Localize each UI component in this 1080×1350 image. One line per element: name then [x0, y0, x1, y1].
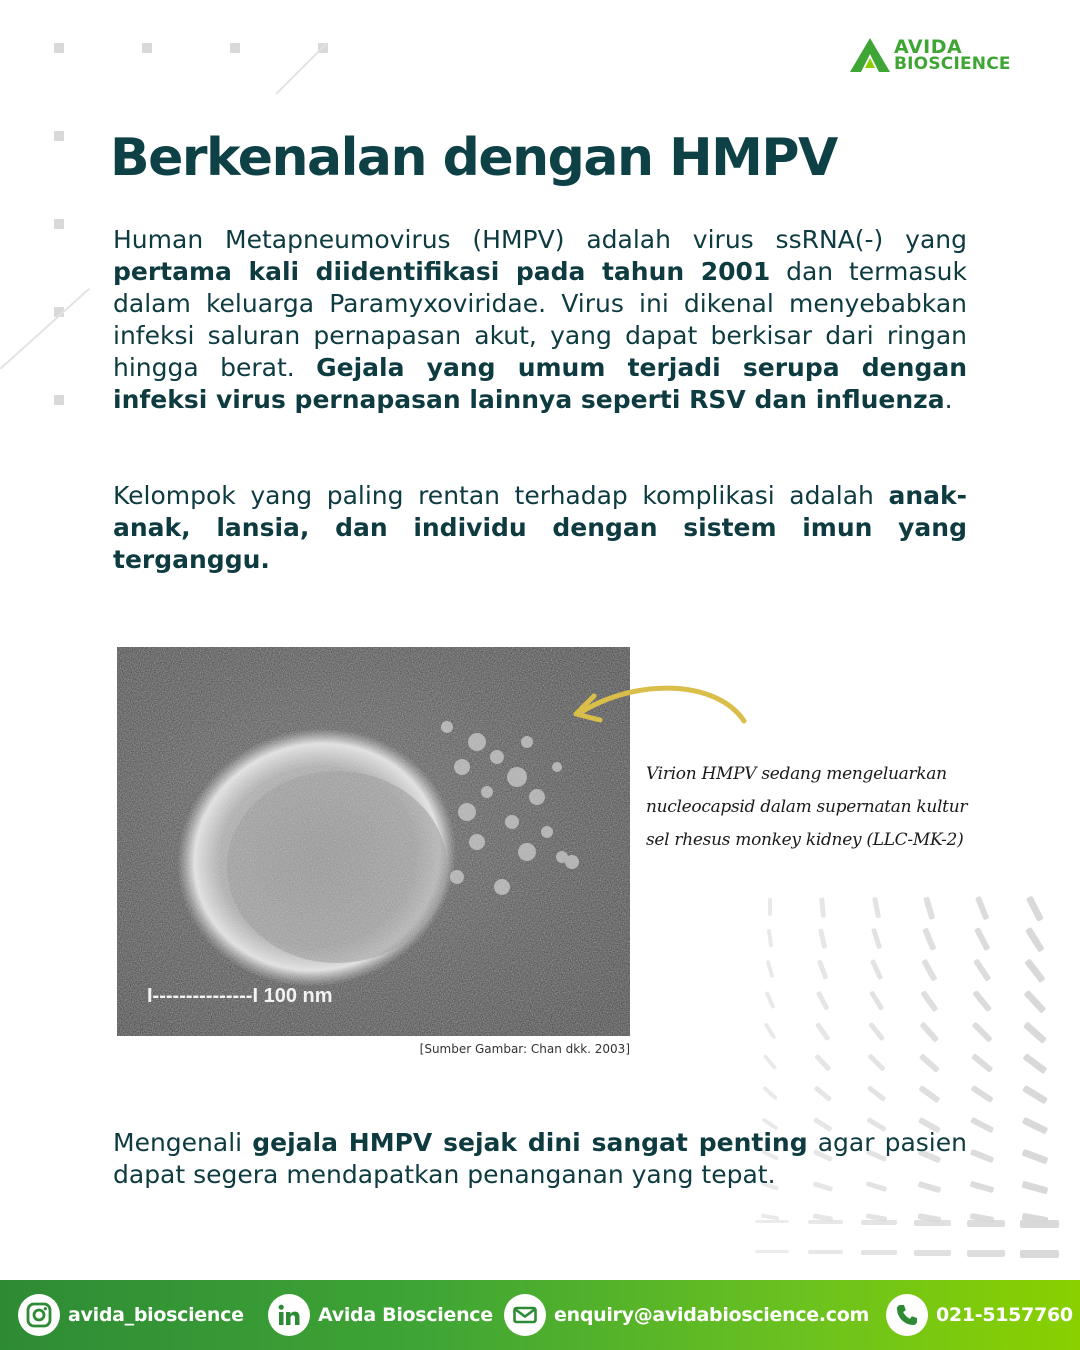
decor-square: [54, 219, 64, 229]
decor-dash: [869, 959, 882, 980]
decor-square: [142, 43, 152, 53]
decor-dash: [867, 1053, 886, 1071]
decor-dash: [970, 1085, 994, 1104]
phone-number: 021-5157760: [936, 1304, 1073, 1326]
decor-dash: [970, 1149, 995, 1164]
decor-dash: [816, 991, 829, 1010]
email-link[interactable]: [504, 1294, 869, 1336]
decor-dash: [866, 1085, 886, 1102]
decor-dash: [815, 1054, 832, 1071]
logo-mark-icon: [848, 36, 892, 74]
image-caption: [646, 758, 976, 857]
decor-dash: [1026, 896, 1044, 922]
decor-dash: [919, 1053, 940, 1072]
caption-line: Virion HMPV sedang mengeluarkan: [646, 764, 947, 784]
decor-dash: [919, 1022, 938, 1043]
decor-dash: [871, 897, 880, 919]
decor-dash: [1024, 990, 1046, 1013]
decor-dash: [1025, 927, 1045, 952]
decor-dash: [967, 1250, 1005, 1257]
decor-dash: [767, 929, 773, 947]
decor-dash: [764, 1022, 777, 1039]
decor-dash: [971, 1053, 994, 1073]
decor-dash: [967, 1220, 1005, 1227]
decor-dash: [970, 1117, 994, 1134]
decor-dash: [914, 1220, 951, 1226]
decor-dash: [970, 1181, 995, 1194]
instagram-handle: avida_bioscience: [68, 1304, 244, 1326]
bold-segment: anak-anak, lansia, dan individu dengan sistem imun yang terganggu.: [113, 481, 967, 574]
decor-square: [54, 395, 64, 405]
decor-dash: [974, 927, 991, 951]
decor-dash: [817, 959, 828, 979]
decor-dash: [918, 1085, 940, 1103]
text-segment: Mengenali: [113, 1128, 253, 1157]
decor-dash: [861, 1250, 897, 1255]
decor-dash: [765, 991, 776, 1009]
decor-square: [230, 43, 240, 53]
brand-name-line2: BIOSCIENCE: [894, 54, 1011, 74]
decor-dash: [1022, 1181, 1048, 1194]
decor-dash: [972, 990, 992, 1013]
mail-icon: [504, 1294, 546, 1336]
instagram-link[interactable]: [18, 1294, 244, 1336]
decor-dash: [766, 960, 775, 978]
page-title: Berkenalan dengan HMPV: [110, 128, 837, 188]
decor-line: [0, 288, 90, 369]
decor-dash: [755, 1250, 789, 1253]
brand-name-line1: AVIDA: [894, 36, 963, 58]
decor-dash: [819, 928, 828, 948]
decor-dash: [1023, 1021, 1047, 1043]
decor-dash: [762, 1085, 778, 1100]
decor-dash: [820, 897, 826, 917]
decor-dash: [1022, 1149, 1048, 1165]
decor-dash: [975, 896, 990, 921]
caption-line: nucleocapsid dalam supernatan kultur: [646, 797, 968, 817]
decor-dash: [973, 958, 992, 982]
decor-line: [275, 44, 326, 95]
micrograph-image: [117, 647, 630, 1036]
closing-paragraph: [113, 1127, 967, 1191]
text-segment: agar pasien dapat segera mendapatkan penanganan yang tepat.: [113, 1128, 967, 1189]
decor-dash: [971, 1021, 992, 1042]
decor-dash: [1020, 1250, 1059, 1258]
decor-dash: [1023, 1053, 1048, 1074]
risk-group-paragraph: [113, 480, 967, 576]
brand-logo: [848, 36, 1038, 76]
intro-paragraph: [113, 224, 967, 416]
curved-arrow-icon: [568, 676, 748, 732]
phone-link[interactable]: [886, 1294, 1073, 1336]
decor-dash: [868, 990, 883, 1011]
decor-square: [54, 43, 64, 53]
decor-dash: [923, 896, 935, 919]
decor-dash: [1022, 1085, 1047, 1104]
decor-dash: [922, 927, 936, 950]
decor-dash: [768, 898, 772, 916]
decor-dash: [920, 990, 938, 1012]
decor-dash: [870, 928, 881, 950]
caption-line: sel rhesus monkey kidney (LLC-MK-2): [646, 830, 964, 850]
decor-dash: [755, 1220, 789, 1223]
decor-dash: [1024, 958, 1045, 982]
bold-segment: gejala HMPV sejak dini sangat penting: [252, 1128, 808, 1157]
text-segment: Kelompok yang paling rentan terhadap komplikasi adalah: [113, 481, 889, 510]
decor-square: [54, 131, 64, 141]
decor-dash: [808, 1220, 843, 1224]
virion-micrograph: [117, 647, 630, 1036]
decor-dash: [861, 1220, 897, 1225]
decor-dash: [921, 959, 937, 981]
email-address: enquiry@avidabioscience.com: [554, 1304, 869, 1326]
instagram-icon: [18, 1294, 60, 1336]
decor-dash: [1022, 1117, 1048, 1134]
linkedin-icon: [268, 1294, 310, 1336]
decor-dash: [914, 1250, 951, 1256]
decor-dash: [808, 1250, 843, 1254]
decor-dash: [763, 1054, 778, 1070]
decor-dash: [814, 1085, 832, 1101]
text-segment: .: [944, 385, 953, 414]
decor-dash: [815, 1022, 830, 1041]
bold-segment: pertama kali diidentifikasi pada tahun 2001: [113, 257, 771, 286]
bold-segment: Gejala yang umum terjadi serupa dengan infeksi virus pernapasan lainnya seperti RSV dan influenza: [113, 353, 968, 414]
text-segment: Human Metapneumovirus (HMPV) adalah virus ssRNA(-) yang: [113, 225, 967, 254]
linkedin-link[interactable]: [268, 1294, 493, 1336]
text-segment: dan termasuk dalam keluarga Paramyxoviridae. Virus ini dikenal menyebabkan infeksi saluran pernapasan akut, yang dapat berkisar dari ringan hingga berat.: [113, 257, 967, 382]
linkedin-name: Avida Bioscience: [318, 1304, 493, 1326]
phone-icon: [886, 1294, 928, 1336]
contact-footer: [0, 1280, 1080, 1350]
decor-dash: [867, 1022, 884, 1042]
image-source-credit: [Sumber Gambar: Chan dkk. 2003]: [419, 1042, 630, 1056]
decor-dash: [1020, 1220, 1059, 1228]
scale-bar-label: I---------------I 100 nm: [147, 985, 333, 1007]
